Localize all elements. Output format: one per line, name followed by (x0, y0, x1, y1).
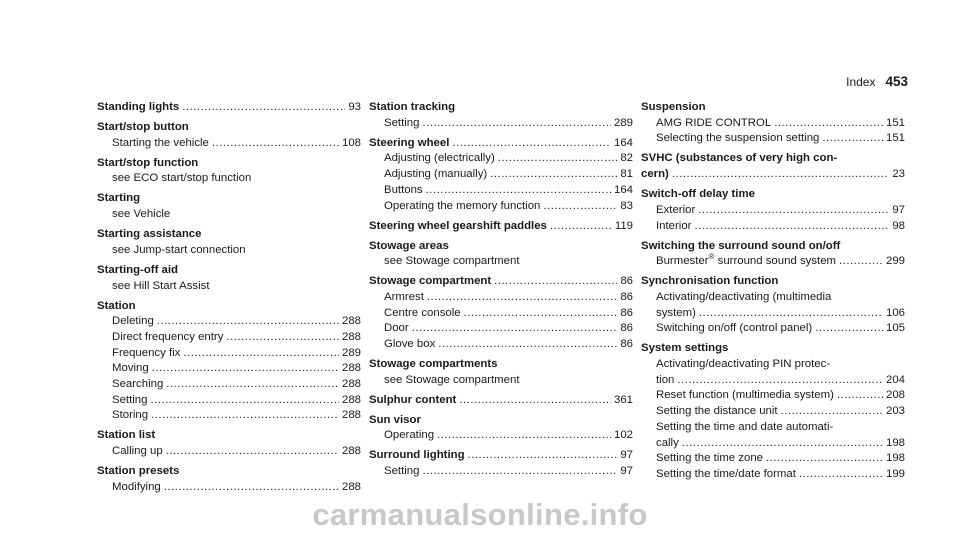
entry-text (112, 314, 154, 330)
entry-text (112, 393, 147, 409)
subentry-row[interactable] (369, 428, 633, 444)
subentry-text: Moving (112, 362, 149, 375)
page-ref: 82 (620, 152, 633, 165)
page-header (846, 74, 908, 89)
page-ref: 198 (885, 436, 905, 449)
dot-leader (699, 306, 883, 322)
entry-text (656, 306, 696, 322)
page-ref: 288 (341, 445, 361, 458)
subentry-text: system) (656, 306, 696, 319)
dot-leader (437, 428, 611, 444)
index-column-3 (641, 100, 905, 487)
subentry-text: Operating (384, 429, 435, 442)
entry-text (112, 377, 163, 393)
subentry-row[interactable] (641, 388, 905, 404)
dot-leader (677, 373, 883, 389)
entry-heading-line (641, 100, 905, 116)
entry-heading: Starting (97, 192, 141, 205)
page-ref: 288 (341, 480, 361, 493)
dot-leader (152, 361, 339, 377)
subentry-row[interactable] (97, 444, 361, 460)
entry-text (97, 100, 179, 116)
index-entry (97, 191, 361, 222)
subentry-text: Activating/deactivating PIN protec- (656, 358, 831, 371)
subentry-line (97, 207, 361, 223)
subentry-row[interactable] (97, 393, 361, 409)
dot-leader (164, 480, 339, 496)
subentry-text: Setting the time and date automati- (656, 420, 834, 433)
entry-text (112, 480, 161, 496)
subentry-line (641, 357, 905, 373)
subentry-row[interactable] (369, 464, 633, 480)
page-ref: 299 (885, 255, 905, 268)
page-ref: 199 (885, 467, 905, 480)
entry-heading: Surround lighting (369, 449, 465, 462)
subentry-text: see Stowage compartment (384, 255, 520, 268)
subentry-row[interactable] (641, 116, 905, 132)
index-column-1 (97, 100, 361, 500)
dot-leader (672, 167, 889, 183)
subentry-row[interactable] (97, 330, 361, 346)
entry-heading-row[interactable] (641, 167, 905, 183)
dot-leader (183, 346, 339, 362)
entry-heading: SVHC (substances of very high con- (641, 152, 838, 165)
entry-text (384, 306, 461, 322)
subentry-row[interactable] (641, 219, 905, 235)
page-ref: 23 (892, 168, 905, 181)
subentry-line (369, 373, 633, 389)
subentry-row[interactable] (97, 377, 361, 393)
subentry-row[interactable] (97, 480, 361, 496)
page-ref: 81 (620, 168, 633, 181)
subentry-row[interactable] (369, 167, 633, 183)
entry-heading: Synchronisation function (641, 275, 779, 288)
subentry-text: Calling up (112, 445, 163, 458)
entry-heading-line (97, 120, 361, 136)
subentry-text: Setting the time/date format (656, 467, 796, 480)
index-entry (641, 100, 905, 147)
page-ref: 106 (885, 306, 905, 319)
entry-text (384, 464, 419, 480)
index-entry (369, 393, 633, 409)
subentry-text: Glove box (384, 338, 436, 351)
subentry-text: Setting the distance unit (656, 405, 778, 418)
dot-leader (815, 321, 883, 337)
subentry-text: Storing (112, 409, 149, 422)
subentry-row[interactable] (641, 404, 905, 420)
entry-text (369, 136, 449, 152)
subentry-text: Reset function (multimedia system) (656, 389, 834, 402)
entry-text (656, 219, 691, 235)
subentry-row[interactable] (97, 408, 361, 424)
subentry-text: surround sound system (714, 255, 837, 268)
subentry-row[interactable] (369, 116, 633, 132)
dot-leader (182, 100, 345, 116)
subentry-text: Setting (384, 116, 420, 129)
dot-leader (426, 183, 611, 199)
entry-text (384, 337, 435, 353)
dot-leader (226, 330, 339, 346)
subentry-text: Buttons (384, 183, 423, 196)
subentry-row[interactable] (641, 373, 905, 389)
index-label: Index (846, 75, 876, 89)
dot-leader (494, 274, 617, 290)
subentry-row[interactable] (369, 199, 633, 215)
entry-heading: Station list (97, 429, 156, 442)
subentry-line (369, 254, 633, 270)
index-entry (369, 357, 633, 388)
subentry-text: see Vehicle (112, 208, 171, 221)
index-entry (97, 156, 361, 187)
page-ref: 289 (341, 346, 361, 359)
dot-leader (822, 131, 883, 147)
subentry-row[interactable] (369, 321, 633, 337)
index-entry (97, 299, 361, 425)
dot-leader (550, 219, 612, 235)
index-entry (369, 413, 633, 444)
subentry-text: Adjusting (electrically) (384, 152, 495, 165)
entry-heading: Stowage compartment (369, 275, 492, 288)
subentry-text: Selecting the suspension setting (656, 132, 820, 145)
page-ref: 119 (614, 219, 633, 232)
entry-text (112, 136, 209, 152)
entry-text (112, 408, 148, 424)
dot-leader (151, 408, 339, 424)
entry-text (641, 167, 669, 183)
page-ref: 204 (885, 373, 905, 386)
subentry-text: Starting the vehicle (112, 136, 209, 149)
entry-text (369, 274, 491, 290)
subentry-row[interactable] (641, 306, 905, 322)
entry-heading-row[interactable] (369, 274, 633, 290)
entry-heading-line (97, 156, 361, 172)
entry-heading: Start/stop button (97, 121, 189, 133)
dot-leader (412, 321, 618, 337)
subentry-text: Burmester (656, 255, 709, 268)
entry-heading: Station (97, 299, 136, 312)
subentry-text: see Jump-start connection (112, 243, 246, 256)
dot-leader (212, 136, 339, 152)
subentry-text: Interior (656, 219, 692, 232)
entry-text (656, 203, 695, 219)
entry-heading: Suspension (641, 101, 706, 113)
index-entry (641, 274, 905, 337)
subentry-text: Exterior (656, 203, 696, 216)
entry-heading: Switching the surround sound on/off (641, 239, 841, 252)
dot-leader (774, 116, 883, 132)
entry-text (384, 183, 423, 199)
index-entry (369, 239, 633, 270)
subentry-text: Frequency fix (112, 346, 181, 359)
subentry-row[interactable] (641, 203, 905, 219)
entry-text (656, 254, 836, 270)
dot-leader (150, 393, 339, 409)
entry-heading-row[interactable] (369, 136, 633, 152)
page-ref: 86 (620, 290, 633, 303)
subentry-row[interactable] (369, 151, 633, 167)
dot-leader (166, 444, 339, 460)
entry-heading: Start/stop function (97, 156, 199, 169)
entry-text (656, 116, 771, 132)
index-entry (97, 120, 361, 151)
entry-heading: Stowage compartments (369, 358, 498, 371)
index-entry (641, 239, 905, 270)
entry-heading: Steering wheel (369, 136, 450, 149)
entry-heading: Standing lights (97, 101, 180, 113)
entry-heading-row[interactable] (369, 393, 633, 409)
entry-heading-line (97, 428, 361, 444)
entry-text (656, 436, 679, 452)
dot-leader (459, 393, 611, 409)
dot-leader (698, 203, 889, 219)
page-ref: 108 (341, 136, 361, 149)
dot-leader (157, 314, 339, 330)
page-ref: 288 (341, 393, 361, 406)
index-entry (641, 151, 905, 182)
page-ref: 288 (341, 330, 361, 343)
entry-text (656, 467, 796, 483)
entry-heading: Station presets (97, 465, 180, 478)
page-ref: 361 (613, 393, 633, 406)
entry-heading-line (369, 357, 633, 373)
page-ref: 289 (613, 116, 633, 129)
index-entry (369, 219, 633, 235)
page-ref: 97 (620, 465, 633, 478)
page-ref: 151 (885, 116, 905, 129)
dot-leader (166, 377, 339, 393)
subentry-text: Switching on/off (control panel) (656, 322, 813, 335)
dot-leader (498, 151, 618, 167)
dot-leader (839, 254, 883, 270)
entry-text (656, 404, 778, 420)
index-entry (641, 341, 905, 482)
subentry-row[interactable] (369, 183, 633, 199)
page-ref: 151 (885, 132, 905, 145)
index-entry (97, 464, 361, 495)
page-ref: 288 (341, 362, 361, 375)
subentry-text: Adjusting (manually) (384, 168, 488, 181)
subentry-line (97, 279, 361, 295)
dot-leader (490, 167, 617, 183)
entry-text (112, 444, 163, 460)
entry-heading-line (641, 274, 905, 290)
entry-heading-line (97, 263, 361, 279)
entry-text (656, 373, 674, 389)
entry-heading-row[interactable] (369, 219, 633, 235)
entry-heading: Station tracking (369, 101, 456, 113)
entry-heading-line (641, 239, 905, 255)
entry-text (112, 346, 180, 362)
page-ref: 288 (341, 315, 361, 328)
dot-leader (694, 219, 889, 235)
subentry-row[interactable] (369, 306, 633, 322)
page-ref: 86 (620, 306, 633, 319)
page-ref: 86 (620, 275, 633, 288)
entry-text (384, 116, 419, 132)
subentry-line (641, 290, 905, 306)
subentry-text: Searching (112, 378, 164, 391)
entry-text (656, 451, 763, 467)
subentry-text: Direct frequency entry (112, 330, 224, 343)
subentry-row[interactable] (641, 451, 905, 467)
entry-text (384, 428, 434, 444)
entry-heading-line (97, 191, 361, 207)
subentry-text: cally (656, 436, 679, 449)
entry-text (384, 290, 424, 306)
subentry-row[interactable] (369, 337, 633, 353)
watermark: carmanualsonline.info (312, 497, 648, 532)
subentry-row[interactable] (369, 290, 633, 306)
entry-text (112, 330, 223, 346)
page-ref: 288 (341, 409, 361, 422)
entry-heading: Steering wheel gearshift paddles (369, 219, 547, 232)
dot-leader (781, 404, 883, 420)
subentry-text: Activating/deactivating (multimedia (656, 290, 832, 303)
entry-heading-line (641, 151, 905, 167)
subentry-text: Setting (384, 465, 420, 478)
entry-text (656, 321, 812, 337)
dot-leader (422, 464, 617, 480)
index-entry (369, 274, 633, 353)
subentry-text: Setting the time zone (656, 452, 764, 465)
entry-text (384, 321, 409, 337)
page-ref: 93 (348, 101, 361, 113)
page-ref: 98 (892, 219, 905, 232)
entry-text (656, 131, 819, 147)
entry-heading: Stowage areas (369, 239, 449, 252)
entry-heading-row[interactable] (97, 100, 361, 116)
entry-heading-line (97, 464, 361, 480)
dot-leader (464, 306, 618, 322)
registered-mark: ® (708, 252, 715, 262)
page-ref: 198 (885, 452, 905, 465)
subentry-text: Door (384, 322, 409, 335)
page-number: 453 (885, 74, 908, 89)
dot-leader (468, 448, 618, 464)
entry-heading: Switch-off delay time (641, 188, 755, 201)
entry-text (656, 388, 834, 404)
index-entry (369, 448, 633, 479)
dot-leader (438, 337, 617, 353)
page-ref: 164 (613, 183, 633, 196)
subentry-text: AMG RIDE CONTROL (656, 116, 772, 129)
dot-leader (682, 436, 883, 452)
index-entry (97, 263, 361, 294)
dot-leader (837, 388, 883, 404)
page-ref: 105 (885, 322, 905, 335)
subentry-row[interactable] (641, 436, 905, 452)
index-entry (369, 100, 633, 131)
index-entry (369, 136, 633, 215)
subentry-text: Armrest (384, 290, 424, 303)
entry-text (112, 361, 149, 377)
index-entry (97, 100, 361, 116)
subentry-line (97, 171, 361, 187)
entry-text (369, 219, 547, 235)
page-ref: 288 (341, 378, 361, 391)
entry-heading: Sun visor (369, 413, 421, 426)
subentry-row[interactable] (641, 321, 905, 337)
entry-heading-line (641, 341, 905, 357)
dot-leader (766, 451, 883, 467)
entry-heading-line (97, 227, 361, 243)
entry-heading: Starting-off aid (97, 263, 178, 276)
subentry-text: Centre console (384, 306, 461, 319)
page-ref: 83 (620, 199, 633, 212)
entry-text (384, 167, 487, 183)
subentry-text: tion (656, 373, 675, 386)
entry-heading-line (641, 187, 905, 203)
page-ref: 102 (613, 429, 633, 442)
page-ref: 164 (613, 136, 633, 149)
entry-heading-line (369, 100, 633, 116)
entry-heading: Sulphur content (369, 393, 457, 406)
dot-leader (422, 116, 611, 132)
dot-leader (427, 290, 617, 306)
subentry-text: Modifying (112, 480, 161, 493)
dot-leader (452, 136, 611, 152)
subentry-text: see Stowage compartment (384, 373, 520, 386)
subentry-row[interactable] (97, 361, 361, 377)
subentry-row[interactable] (641, 254, 905, 270)
index-column-2 (369, 100, 633, 484)
dot-leader (543, 199, 617, 215)
page-ref: 86 (620, 322, 633, 335)
index-entry (641, 187, 905, 234)
dot-leader (799, 467, 883, 483)
subentry-row[interactable] (97, 346, 361, 362)
entry-text (369, 393, 456, 409)
subentry-text: Deleting (112, 315, 154, 328)
subentry-row[interactable] (641, 131, 905, 147)
page-ref: 86 (620, 338, 633, 351)
page-ref: 208 (885, 389, 905, 402)
entry-heading-row[interactable] (369, 448, 633, 464)
subentry-row[interactable] (97, 314, 361, 330)
subentry-row[interactable] (641, 467, 905, 483)
subentry-text: see Hill Start Assist (112, 279, 210, 292)
subentry-line (641, 420, 905, 436)
index-entry (97, 227, 361, 258)
page-ref: 97 (620, 449, 633, 462)
entry-heading: cern) (641, 168, 669, 181)
index-entry (97, 428, 361, 459)
page-ref: 97 (892, 203, 905, 216)
entry-text (369, 448, 465, 464)
subentry-text: Operating the memory function (384, 199, 541, 212)
entry-heading: System settings (641, 342, 729, 355)
entry-heading-line (369, 413, 633, 429)
entry-heading-line (369, 239, 633, 255)
page-ref: 203 (885, 405, 905, 418)
entry-text (384, 151, 495, 167)
subentry-line (97, 243, 361, 259)
subentry-text: Setting (112, 393, 148, 406)
entry-text (384, 199, 540, 215)
entry-heading-line (97, 299, 361, 315)
subentry-text: see ECO start/stop function (112, 172, 252, 185)
subentry-row[interactable] (97, 136, 361, 152)
entry-heading: Starting assistance (97, 228, 202, 241)
